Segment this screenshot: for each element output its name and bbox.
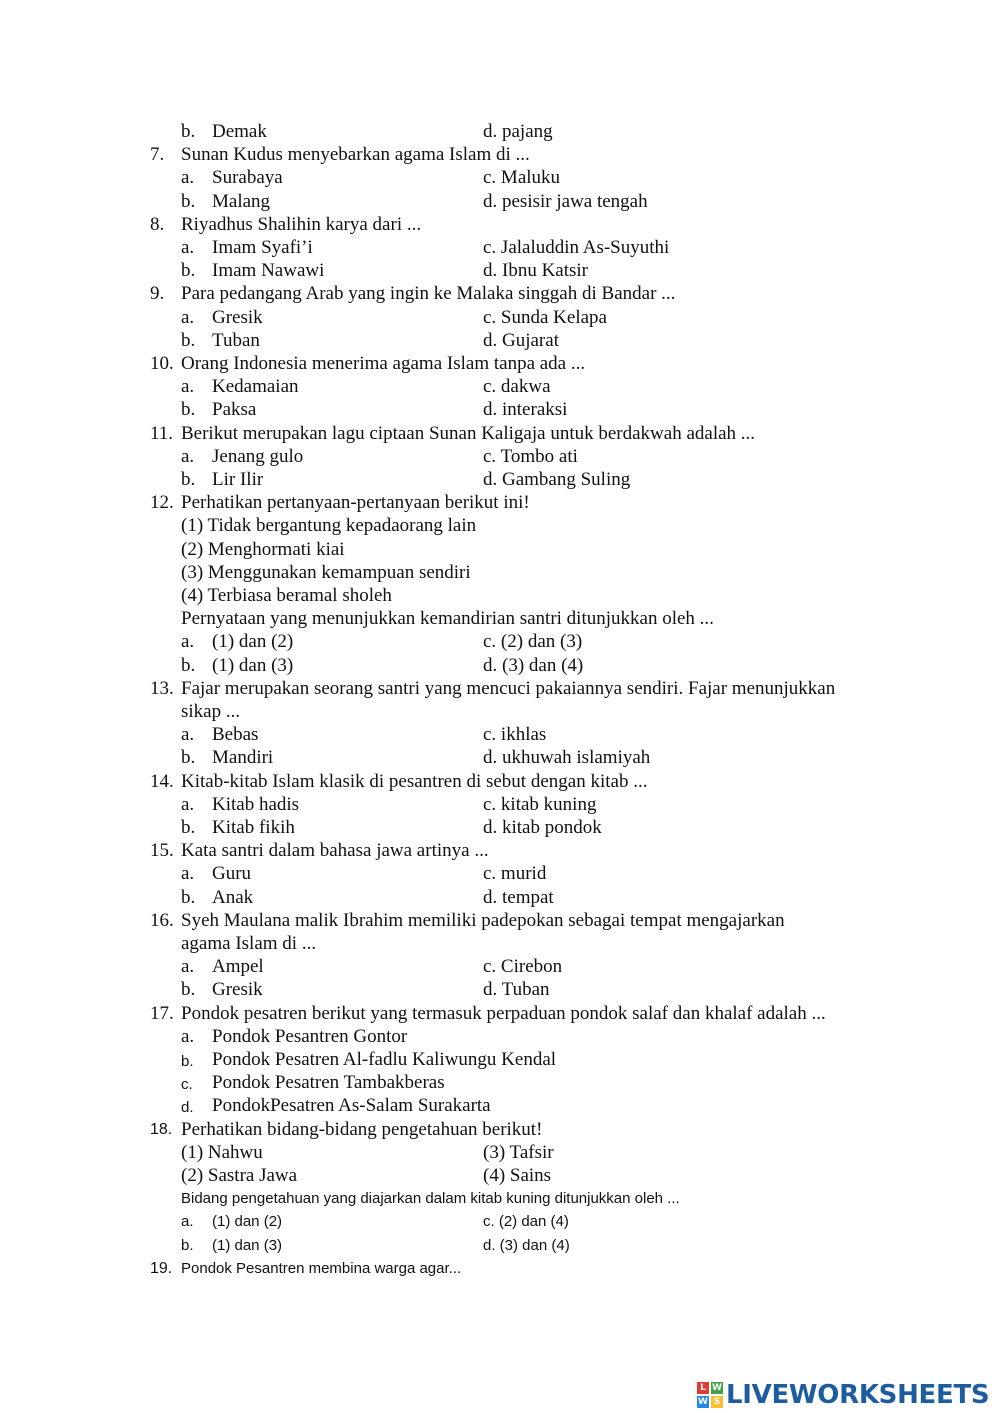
option-text: Surabaya <box>212 167 283 188</box>
option-text: Imam Syafi’i <box>212 237 313 258</box>
option-letter: a. <box>181 1026 195 1047</box>
question-number: 14. <box>150 771 174 792</box>
statement-text: Bidang pengetahuan yang diajarkan dalam kitab kuning ditunjukkan oleh ... <box>181 1190 680 1207</box>
option-letter: a. <box>181 307 195 328</box>
statement-text: (1) Tidak bergantung kepadaorang lain <box>181 515 477 536</box>
statement-text: sikap ... <box>181 701 241 722</box>
option-right: d. Tuban <box>483 979 550 1000</box>
option-letter: b. <box>181 747 196 768</box>
option-letter: b. <box>181 260 196 281</box>
option-right: c. kitab kuning <box>483 794 597 815</box>
logo-tile-4: S <box>711 1396 723 1408</box>
option-right: c. (2) dan (4) <box>483 1213 569 1230</box>
option-text: Kitab hadis <box>212 794 300 815</box>
statement-text: (3) Menggunakan kemampuan sendiri <box>181 562 471 583</box>
option-text: Bebas <box>212 724 259 745</box>
question-text: Perhatikan bidang-bidang pengetahuan berikut! <box>181 1119 543 1140</box>
liveworksheets-wordmark: LIVEWORKSHEETS <box>726 1380 990 1410</box>
option-letter: b. <box>181 191 196 212</box>
option-text: Kitab fikih <box>212 817 295 838</box>
statement-text: agama Islam di ... <box>181 933 317 954</box>
question-number: 17. <box>150 1003 174 1024</box>
option-text: Imam Nawawi <box>212 260 325 281</box>
option-right: d. Gambang Suling <box>483 469 631 490</box>
option-text: Demak <box>212 121 267 142</box>
option-text: Paksa <box>212 399 257 420</box>
option-text: (1) dan (3) <box>212 1237 283 1254</box>
option-letter: d. <box>181 1099 194 1116</box>
option-letter: a. <box>181 631 195 652</box>
option-right: c. Sunda Kelapa <box>483 307 607 328</box>
option-letter: b. <box>181 817 196 838</box>
option-text: Pondok Pesatren Al-fadlu Kaliwungu Kendal <box>212 1049 557 1070</box>
liveworksheets-logo-icon <box>697 1382 723 1408</box>
option-text: Gresik <box>212 979 263 1000</box>
option-letter: a. <box>181 794 195 815</box>
option-right: d. (3) dan (4) <box>483 1237 570 1254</box>
option-right: d. kitab pondok <box>483 817 602 838</box>
option-text: Kedamaian <box>212 376 299 397</box>
option-right: c. dakwa <box>483 376 551 397</box>
option-right: c. Cirebon <box>483 956 563 977</box>
option-letter: a. <box>181 724 195 745</box>
option-right: d. Gujarat <box>483 330 559 351</box>
logo-tile-2: W <box>712 1383 722 1393</box>
option-text: Tuban <box>212 330 260 351</box>
statement-text: (2) Menghormati kiai <box>181 539 345 560</box>
option-text: Malang <box>212 191 271 212</box>
question-text: Fajar merupakan seorang santri yang mencuci pakaiannya sendiri. Fajar menunjukkan <box>181 678 836 699</box>
question-text: Perhatikan pertanyaan-pertanyaan berikut ini! <box>181 492 530 513</box>
option-right: c. Jalaluddin As-Suyuthi <box>483 237 670 258</box>
question-text: Berikut merupakan lagu ciptaan Sunan Kaligaja untuk berdakwah adalah ... <box>181 423 756 444</box>
option-letter: a. <box>181 237 195 258</box>
option-letter: b. <box>181 121 196 142</box>
option-letter: a. <box>181 376 195 397</box>
option-letter: b. <box>181 1053 194 1070</box>
logo-tile-3: W <box>698 1397 708 1407</box>
question-text: Riyadhus Shalihin karya dari ... <box>181 214 422 235</box>
option-right: (4) Sains <box>483 1165 552 1186</box>
statement-text: Pernyataan yang menunjukkan kemandirian santri ditunjukkan oleh ... <box>181 608 714 629</box>
question-number: 18. <box>150 1121 173 1138</box>
option-text: (1) dan (3) <box>212 655 294 676</box>
question-text: Pondok pesatren berikut yang termasuk perpaduan pondok salaf dan khalaf adalah ... <box>181 1003 826 1024</box>
option-letter: b. <box>181 469 196 490</box>
option-letter: a. <box>181 863 195 884</box>
question-text: Orang Indonesia menerima agama Islam tanpa ada ... <box>181 353 586 374</box>
question-number: 15. <box>150 840 174 861</box>
question-text: Syeh Maulana malik Ibrahim memiliki padepokan sebagai tempat mengajarkan <box>181 910 785 931</box>
option-letter: a. <box>181 446 195 467</box>
option-text: Lir Ilir <box>212 469 264 490</box>
option-letter: c. <box>181 1076 193 1093</box>
option-right: d. pajang <box>483 121 553 142</box>
option-right: c. ikhlas <box>483 724 547 745</box>
option-right: c. murid <box>483 863 547 884</box>
option-text: Guru <box>212 863 252 884</box>
question-text: Pondok Pesantren membina warga agar... <box>181 1260 462 1277</box>
question-number: 11. <box>150 423 174 444</box>
option-letter: b. <box>181 330 196 351</box>
option-letter: a. <box>181 167 195 188</box>
question-text: Kitab-kitab Islam klasik di pesantren di sebut dengan kitab ... <box>181 771 648 792</box>
option-right: d. ukhuwah islamiyah <box>483 747 651 768</box>
logo-tile-1: L <box>697 1382 709 1394</box>
question-text: Sunan Kudus menyebarkan agama Islam di ... <box>181 144 530 165</box>
liveworksheets-logo <box>697 1378 989 1412</box>
statement-text: (4) Terbiasa beramal sholeh <box>181 585 392 606</box>
question-number: 12. <box>150 492 174 513</box>
option-text: Ampel <box>212 956 264 977</box>
option-text: Anak <box>212 887 254 908</box>
option-right: c. Maluku <box>483 167 561 188</box>
option-text: (1) dan (2) <box>212 631 294 652</box>
option-letter: b. <box>181 655 196 676</box>
option-right: (3) Tafsir <box>483 1142 554 1163</box>
option-right: d. tempat <box>483 887 554 908</box>
option-text: PondokPesatren As-Salam Surakarta <box>212 1095 491 1116</box>
option-letter: a. <box>181 956 195 977</box>
option-letter: b. <box>181 979 196 1000</box>
option-right: d. interaksi <box>483 399 568 420</box>
option-text: Jenang gulo <box>212 446 304 467</box>
option-letter: a. <box>181 1213 194 1230</box>
statement-text: (1) Nahwu <box>181 1142 263 1163</box>
question-number: 10. <box>150 353 174 374</box>
question-number: 13. <box>150 678 174 699</box>
option-text: Pondok Pesantren Gontor <box>212 1026 408 1047</box>
question-number: 7. <box>150 144 165 165</box>
option-letter: b. <box>181 1237 194 1254</box>
option-right: d. Ibnu Katsir <box>483 260 589 281</box>
question-number: 19. <box>150 1260 173 1277</box>
question-text: Para pedangang Arab yang ingin ke Malaka singgah di Bandar ... <box>181 283 676 304</box>
option-right: d. (3) dan (4) <box>483 655 584 676</box>
statement-text: (2) Sastra Jawa <box>181 1165 298 1186</box>
option-letter: b. <box>181 399 196 420</box>
option-text: (1) dan (2) <box>212 1213 283 1230</box>
option-right: c. (2) dan (3) <box>483 631 583 652</box>
question-text: Kata santri dalam bahasa jawa artinya ... <box>181 840 489 861</box>
option-text: Gresik <box>212 307 263 328</box>
option-letter: b. <box>181 887 196 908</box>
question-number: 16. <box>150 910 174 931</box>
question-number: 8. <box>150 214 165 235</box>
option-text: Pondok Pesatren Tambakberas <box>212 1072 445 1093</box>
option-right: d. pesisir jawa tengah <box>483 191 648 212</box>
option-text: Mandiri <box>212 747 274 768</box>
question-number: 9. <box>150 283 165 304</box>
option-right: c. Tombo ati <box>483 446 578 467</box>
